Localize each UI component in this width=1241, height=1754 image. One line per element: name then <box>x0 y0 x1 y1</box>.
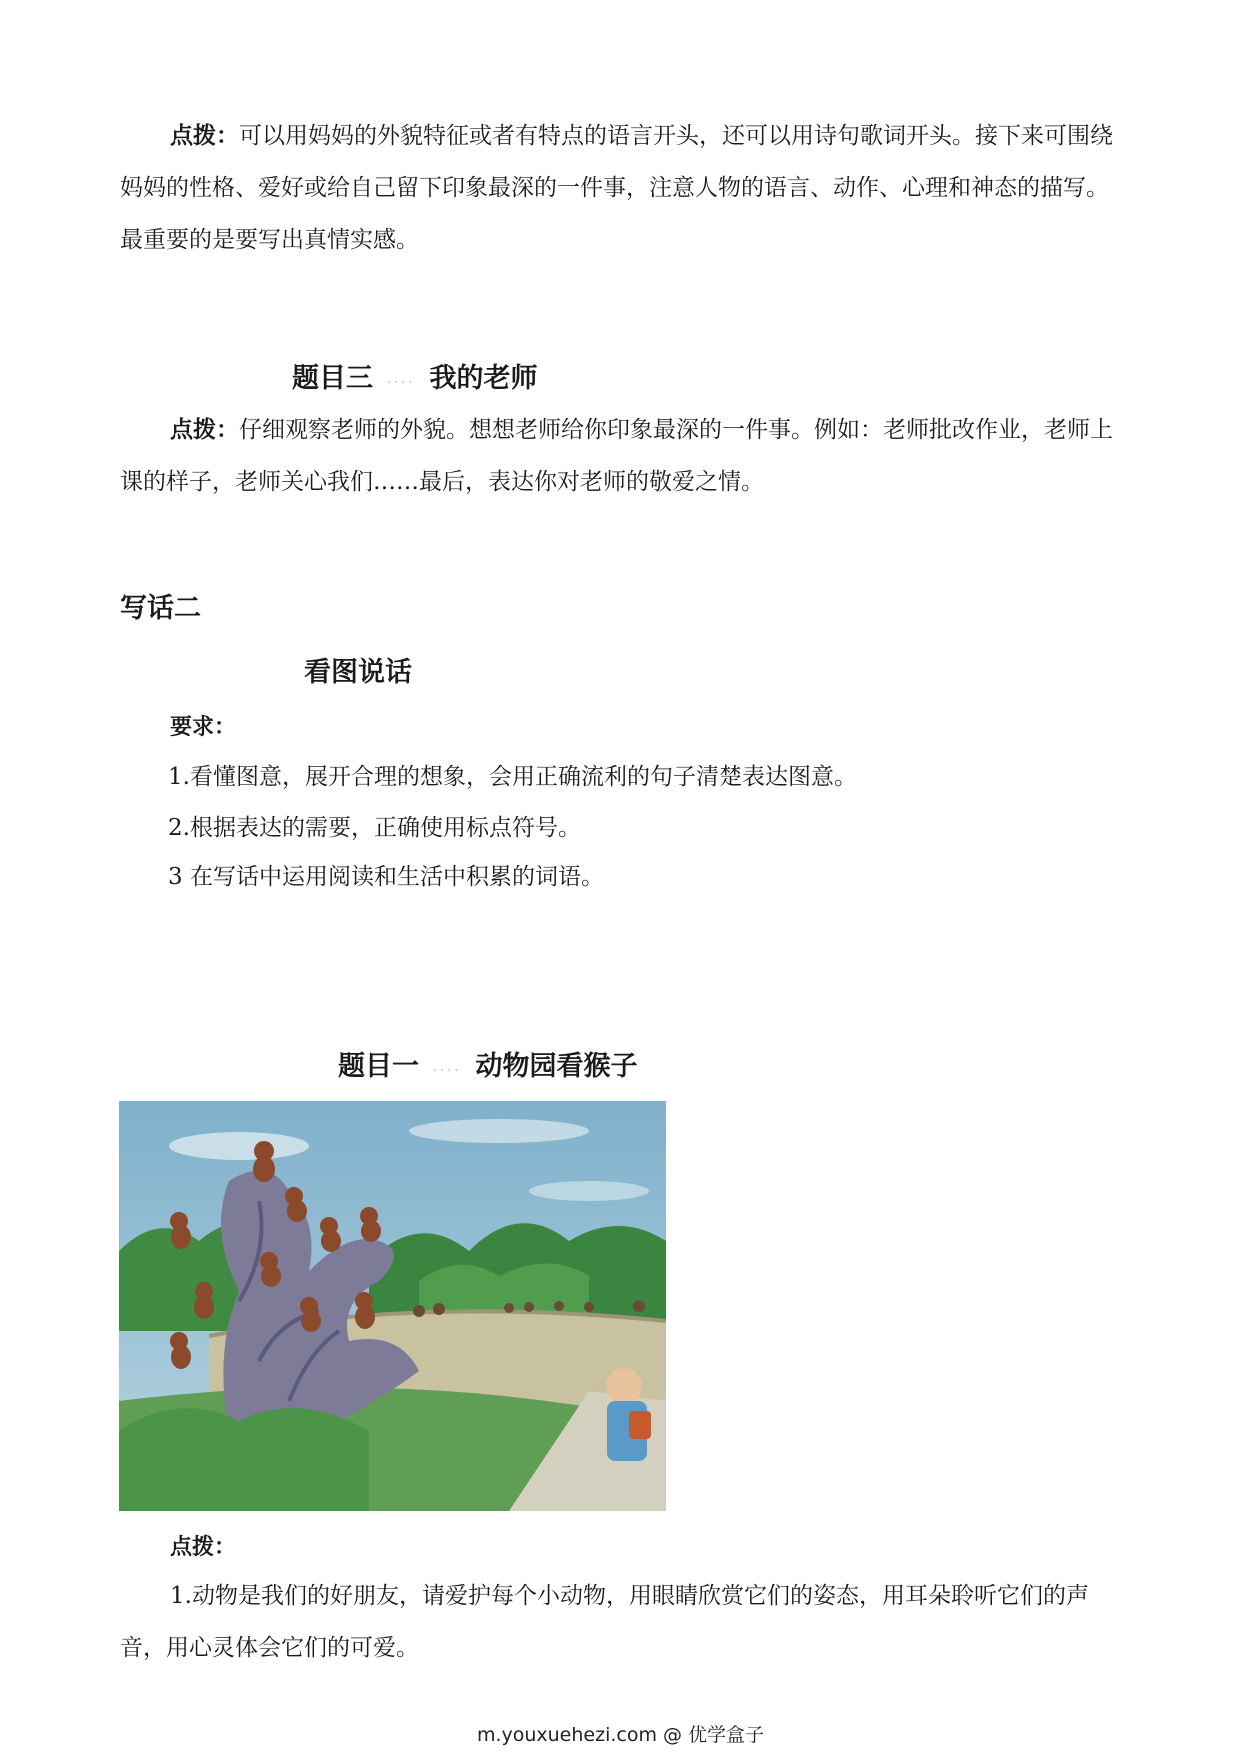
requirement-item-1: 1.看懂图意，展开合理的想象，会用正确流利的句子清楚表达图意。 <box>168 764 857 790</box>
topic3-title: 我的老师 <box>429 363 538 394</box>
topic3-label: 题目三 <box>292 363 373 394</box>
topic1-tip-label: 点拨： <box>170 1535 237 1560</box>
mom-tip-text: 可以用妈妈的外貌特征或者有特点的语言开头，还可以用诗句歌词开头。接下来可围绕妈妈的性格、爱好或给自己留下印象最深的一件事，注意人物的语言、动作、心理和神态的描写。最重要的是要写出真情实感。 <box>120 123 1113 253</box>
topic3-tip-paragraph <box>120 404 1130 508</box>
topic1-title: 动物园看猴子 <box>475 1051 638 1082</box>
topic1-label: 题目一 <box>338 1051 419 1082</box>
mom-tip-label: 点拨： <box>170 123 239 149</box>
mom-tip-paragraph <box>120 110 1130 266</box>
footer-watermark: m.youxuehezi.com @ 优学盒子 <box>476 1724 765 1746</box>
topic1-tip-text: 1.动物是我们的好朋友，请爱护每个小动物，用眼睛欣赏它们的姿态，用耳朵聆听它们的声音，用心灵体会它们的可爱。 <box>120 1583 1089 1661</box>
topic1-tip-paragraph <box>120 1570 1130 1674</box>
topic3-dots: .... <box>387 372 416 387</box>
requirements-label: 要求： <box>170 715 237 740</box>
requirement-item-2: 2.根据表达的需要，正确使用标点符号。 <box>168 815 581 841</box>
writing2-heading: 写话二 <box>120 593 201 624</box>
topic1-heading <box>338 1044 638 1083</box>
writing2-subheading: 看图说话 <box>304 657 412 688</box>
topic3-heading <box>292 356 538 395</box>
topic1-dots: .... <box>433 1060 462 1075</box>
topic3-tip-label: 点拨： <box>170 417 239 443</box>
zoo-monkeys-illustration <box>119 1101 666 1511</box>
requirement-item-3: 3 在写话中运用阅读和生活中积累的词语。 <box>168 864 604 890</box>
topic3-tip-text: 仔细观察老师的外貌。想想老师给你印象最深的一件事。例如：老师批改作业，老师上课的样子，老师关心我们……最后，表达你对老师的敬爱之情。 <box>120 417 1113 495</box>
